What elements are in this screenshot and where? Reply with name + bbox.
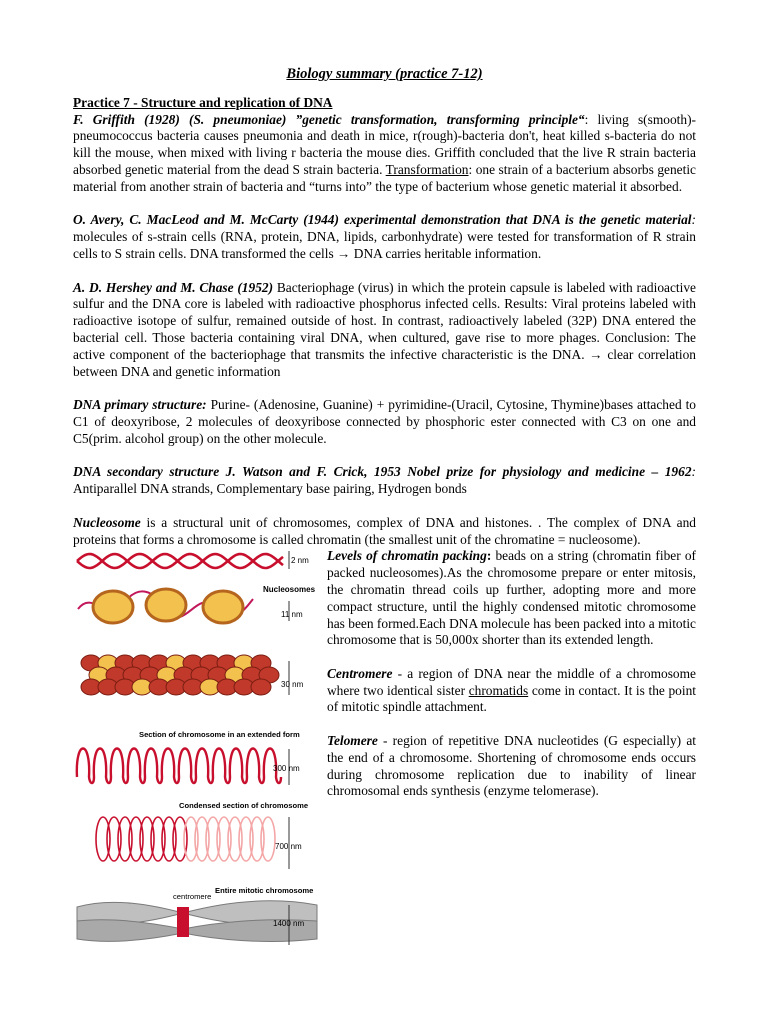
nucleosome-beads-icon [78, 589, 253, 623]
griffith-text-2: : one strain of a bacterium absorbs genetic material from another strain of bacteria and “turns into” the type of bacterium whose genetic material it absorbed. [73, 161, 696, 194]
document-page [73, 66, 696, 948]
coil-loop [206, 817, 220, 861]
section-heading: Practice 7 - Structure and replication of DNA [73, 94, 333, 110]
levels-lead: Levels of chromatin packing [327, 548, 487, 564]
transformation-term: Transformation [385, 161, 469, 177]
label-extended-section: Section of chromosome in an extended form [139, 730, 300, 740]
coil-loop [118, 817, 132, 861]
label-entire-mitotic: Entire mitotic chromosome [215, 886, 314, 896]
nucleosome-text: is a structural unit of chromosomes, complex of DNA and histones. . The complex of DNA and proteins that forms a chromosome is called chromatin (the smallest unit of the chromatine = nucleosome). [73, 514, 696, 547]
centromere-paragraph [327, 666, 696, 716]
coil-loop [173, 817, 187, 861]
coil-loop [195, 817, 209, 861]
avery-paragraph [73, 212, 696, 262]
levels-paragraph [327, 548, 696, 649]
secondary-lead: DNA secondary structure J. Watson and F. Crick, 1953 Nobel prize for physiology and medicine – 1962 [73, 464, 692, 480]
griffith-lead: F. Griffith (1928) (S. pneumoniae) ”genetic transformation, transforming principle“ [73, 111, 585, 127]
centromere-text-2: come in contact. It is the point of mitotic spindle attachment. [327, 682, 696, 715]
label-centromere: centromere [173, 892, 212, 902]
nucleosome-paragraph [73, 515, 696, 549]
centromere-text-1: - a region of DNA near the middle of a chromosome where two identical sister [327, 665, 696, 698]
fiber-bead [251, 679, 271, 695]
label-condensed-section: Condensed section of chromosome [179, 801, 309, 811]
levels-colon: : [486, 548, 492, 564]
dna-helix-icon [77, 554, 283, 568]
primary-structure-paragraph [73, 397, 696, 447]
label-2nm: 2 nm [291, 556, 309, 566]
coil-loop [228, 817, 242, 861]
chromatin-packing-diagram [73, 549, 327, 947]
coil-loop [239, 817, 253, 861]
condensed-chromosome-icon [96, 817, 275, 861]
coil-loop [151, 817, 165, 861]
avery-colon: : [691, 212, 696, 228]
telomere-text: - region of repetitive DNA nucleotides (G especially) at the end of a chromosome. Shortening of chromosome ends occurs during chromosome replication due to inability of linear chromosomal ends synthesis (enzyme telomerase). [327, 733, 696, 799]
hershey-text: Bacteriophage (virus) in which the protein capsule is labeled with radioactive sulfur and the DNA core is labeled with radioactive phosphorus infected cells. Results: Viral proteins labeled with radioactive isotope of sulfur, remained outside of host. In contrast, radioactively labeled (32P) DNA entered the bacterial cell. Those bacteria containing viral DNA, when cultured, gave rise to more phages. Conclusion: The active component of the bacteriophage that transmits the infective characteristic is the DNA. → clear correlation between DNA and genetic information [73, 279, 696, 379]
label-1400nm: 1400 nm [273, 919, 305, 929]
secondary-text: Antiparallel DNA strands, Complementary base pairing, Hydrogen bonds [73, 481, 467, 497]
coil-loop [250, 817, 264, 861]
griffith-text-1: : living s(smooth)-pneumococcus bacteria causes pneumonia and death in mice, r(rough)-bacteria don't, heat killed s-bacteria do not kill the mouse, when mixed with living r bacteria the mouse dies. Griffith concluded that the live R strain bacteria absorbed genetic material from the dead S strain bacteria. [73, 111, 696, 177]
primary-text: Purine- (Adenosine, Guanine) + pyrimidine-(Uracil, Cytosine, Thymine)bases attached to C1 of deoxyribose, 2 molecules of deoxyribose connected by phosphoric ester connected with C3 on one and C5(prim. alcohol group) on the other molecule. [73, 397, 696, 446]
coil-loop [140, 817, 154, 861]
chromatin-fiber-icon [81, 655, 279, 695]
label-30nm: 30 nm [281, 680, 304, 690]
nucleosome-lead: Nucleosome [73, 514, 141, 530]
coil-loop [96, 817, 110, 861]
label-300nm: 300 nm [273, 764, 300, 774]
levels-text: beads on a string (chromatin fiber of packed nucleosomes).As the chromosome prepare or enter mitosis, the chromatin thread coils up further, adopting more and more compact structure, until the highly condensed mitotic chromosome has been formed.Each DNA molecule has been packed into a mitotic chromosome that is 50,000x shorter than its extended length. [327, 548, 697, 648]
chromatids-term: chromatids [468, 682, 529, 698]
coil-loop [217, 817, 231, 861]
centromere-lead: Centromere [327, 665, 393, 681]
chromatin-packing-figure [73, 549, 327, 947]
coil-loop [107, 817, 121, 861]
avery-lead: O. Avery, C. MacLeod and M. McCarty (1944) experimental demonstration that DNA is the genetic material [73, 212, 692, 228]
coil-loop [129, 817, 143, 861]
label-nucleosomes: Nucleosomes [263, 585, 316, 595]
telomere-paragraph [327, 733, 696, 800]
label-700nm: 700 nm [275, 842, 302, 852]
extended-chromosome-icon [77, 749, 281, 784]
coil-loop [261, 817, 275, 861]
griffith-paragraph [73, 112, 696, 196]
primary-lead: DNA primary structure: [73, 397, 207, 413]
secondary-colon: : [691, 464, 696, 480]
avery-text: molecules of s-strain cells (RNA, protein, DNA, lipids, carbonhydrate) were tested for transformation of R strain cells to S strain cells. DNA transformed the cells → DNA carries heritable information. [73, 229, 696, 261]
coil-loop [184, 817, 198, 861]
telomere-lead: Telomere [327, 733, 378, 749]
figure-and-definitions [73, 548, 696, 948]
definitions-column [327, 548, 696, 800]
hershey-paragraph [73, 280, 696, 381]
secondary-structure-paragraph [73, 464, 696, 498]
coil-loop [162, 817, 176, 861]
label-11nm: 11 nm [281, 610, 303, 620]
page-title: Biology summary (practice 7-12) [286, 66, 483, 82]
hershey-lead: A. D. Hershey and M. Chase (1952) [73, 279, 274, 295]
